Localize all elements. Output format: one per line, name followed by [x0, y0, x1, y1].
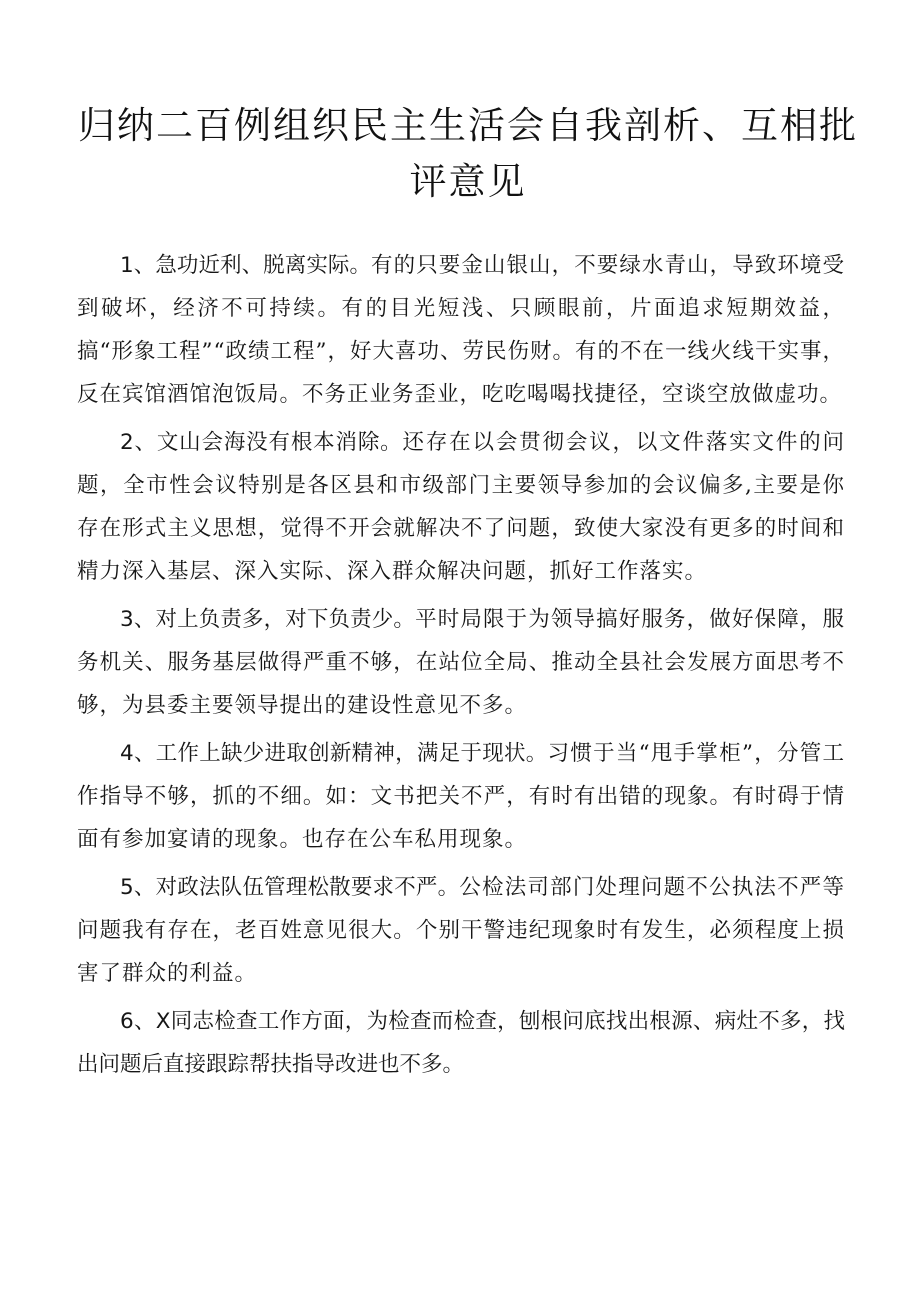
paragraph-6: [77, 1000, 845, 1086]
paragraph-3-text: 平时局限于为领导搞好服务，做好保障，服务机关、服务基层做得严重不够，在站位全局、推动全县社会发展方面思考不够，为县委主要领导提出的建设性意见不多。: [77, 607, 845, 718]
paragraph-1: [77, 244, 845, 416]
paragraph-1-lead: 1、急功近利、脱离实际。: [120, 253, 372, 278]
paragraph-2-lead: 2、文山会海没有根本消除。: [120, 430, 403, 455]
paragraph-4: [77, 732, 845, 861]
paragraph-2: [77, 421, 845, 593]
paragraph-3-lead: 3、对上负责多，对下负责少。: [120, 607, 416, 632]
paragraph-3: [77, 598, 845, 727]
document-title: 归纳二百例组织民主生活会自我剖析、互相批评意见: [78, 104, 858, 203]
document-body: [77, 244, 845, 1091]
paragraph-6-text: 6、X同志检查工作方面，为检查而检查，刨根问底找出根源、病灶不多，找出问题后直接跟踪帮扶指导改进也不多。: [77, 1009, 845, 1077]
paragraph-1-text: 有的只要金山银山，不要绿水青山，导致环境受到破坏，经济不可持续。有的目光短浅、只顾眼前，片面追求短期效益，搞“形象工程”“政绩工程”，好大喜功、劳民伤财。有的不在一线火线干实事，反在宾馆酒馆泡饭局。不务正业务歪业，吃吃喝喝找捷径，空谈空放做虚功。: [77, 253, 845, 407]
paragraph-5-lead: 5、对政法队伍管理松散要求不严。: [120, 875, 460, 900]
paragraph-2-text: 还存在以会贯彻会议，以文件落实文件的问题，全市性会议特别是各区县和市级部门主要领导参加的会议偏多,主要是你存在形式主义思想，觉得不开会就解决不了问题，致使大家没有更多的时间和精力深入基层、深入实际、深入群众解决问题，抓好工作落实。: [77, 430, 845, 584]
paragraph-4-text: 习惯于当“甩手掌柜”，分管工作指导不够，抓的不细。如：文书把关不严，有时有出错的现象。有时碍于情面有参加宴请的现象。也存在公车私用现象。: [77, 741, 846, 852]
paragraph-5-text: 公检法司部门处理问题不公执法不严等问题我有存在，老百姓意见很大。个别干警违纪现象时有发生，必须程度上损害了群众的利益。: [77, 875, 845, 986]
paragraph-5: [77, 866, 845, 995]
paragraph-4-lead: 4、工作上缺少进取创新精神，满足于现状。: [120, 741, 548, 766]
